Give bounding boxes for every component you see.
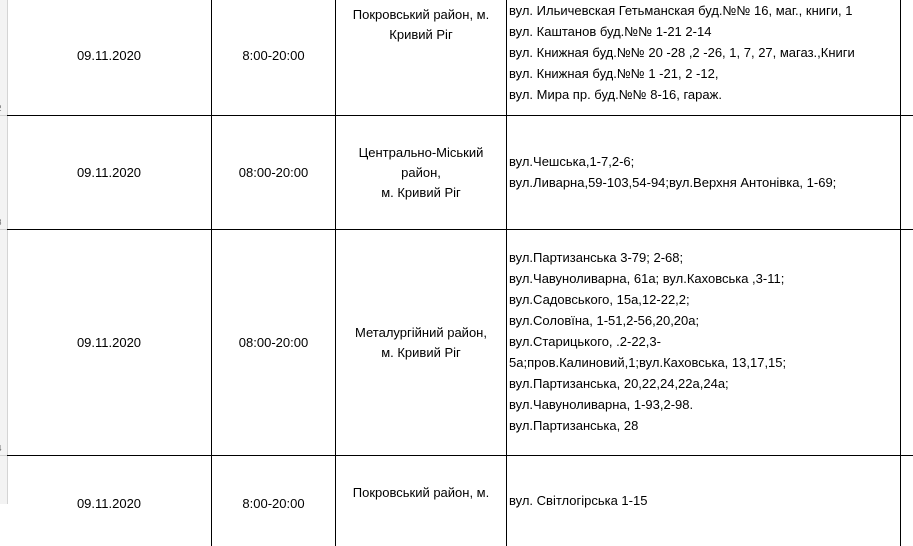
district-line: Кривий Ріг	[389, 27, 453, 42]
time-value: 08:00-20:00	[238, 165, 309, 180]
address-line: вул.Садовського, 15а,12-22,2;	[509, 292, 690, 307]
time-value: 8:00-20:00	[242, 47, 305, 63]
row-number-label[interactable]	[0, 104, 7, 114]
table-row	[7, 0, 913, 116]
address-line: вул.Старицького, .2-22,3-	[509, 334, 661, 349]
district-line: м. Кривий Ріг	[381, 184, 461, 200]
district-cell[interactable]	[336, 230, 507, 455]
time-value: 08:00-20:00	[238, 335, 309, 350]
table-row	[7, 116, 913, 230]
district-cell[interactable]	[336, 0, 507, 115]
district-line: Покровський район, м.	[352, 485, 490, 500]
date-cell[interactable]	[7, 230, 212, 455]
address-cell[interactable]	[507, 116, 901, 229]
address-line: вул.Чавуноливарна, 1-93,2-98.	[509, 397, 694, 412]
row-number-label[interactable]	[0, 444, 7, 454]
district-line: м. Кривий Ріг	[381, 344, 461, 360]
address-line: 5а;пров.Калиновий,1;вул.Каховська, 13,17,15;	[509, 355, 787, 370]
district-line: Покровський район, м.	[352, 7, 490, 22]
address-line: вул.Чавуноливарна, 61а; вул.Каховська ,3-11;	[509, 271, 785, 286]
date-cell[interactable]	[7, 116, 212, 229]
empty-cell[interactable]	[901, 230, 913, 455]
date-value: 09.11.2020	[76, 335, 142, 350]
schedule-table	[7, 0, 913, 511]
time-cell[interactable]	[212, 0, 336, 115]
district-cell[interactable]	[336, 456, 507, 546]
time-cell[interactable]	[212, 456, 336, 546]
row-divider	[0, 115, 7, 116]
empty-cell[interactable]	[901, 456, 913, 546]
address-line: вул.Ливарна,59-103,54-94;вул.Верхня Антонівка, 1-69;	[509, 175, 837, 190]
row-divider	[0, 455, 7, 456]
district-line: район,	[401, 164, 441, 180]
row-divider	[0, 229, 7, 230]
address-line: вул. Книжная буд.№№ 1 -21, 2 -12,	[509, 66, 719, 81]
address-cell[interactable]	[507, 0, 901, 115]
empty-cell[interactable]	[901, 0, 913, 115]
date-value: 09.11.2020	[76, 165, 142, 180]
date-value: 09.11.2020	[76, 496, 142, 511]
address-line: вул.Соловїна, 1-51,2-56,20,20а;	[509, 313, 700, 328]
time-cell[interactable]	[212, 116, 336, 229]
empty-cell[interactable]	[901, 116, 913, 229]
district-line: Металургійний район,	[355, 324, 487, 340]
address-line: вул.Партизанська, 28	[509, 418, 639, 433]
date-value: 09.11.2020	[76, 47, 142, 63]
address-line: вул.Чешська,1-7,2-6;	[509, 154, 635, 169]
time-cell[interactable]	[212, 230, 336, 455]
table-row	[7, 230, 913, 456]
address-line: вул. Світлогірська 1-15	[509, 493, 648, 508]
address-line: вул. Каштанов буд.№№ 1-21 2-14	[509, 24, 712, 39]
address-line: вул.Партизанська 3-79; 2-68;	[509, 250, 684, 265]
address-cell[interactable]	[507, 456, 901, 546]
address-cell[interactable]	[507, 230, 901, 455]
address-line: вул. Ильичевская Гетьманская буд.№№ 16, маг., книги, 1	[509, 3, 853, 18]
district-cell[interactable]	[336, 116, 507, 229]
date-cell[interactable]	[7, 456, 212, 546]
address-line: вул. Книжная буд.№№ 20 -28 ,2 -26, 1, 7, 27, магаз.,Книги	[509, 45, 855, 60]
date-cell[interactable]	[7, 0, 212, 115]
address-line: вул. Мира пр. буд.№№ 8-16, гараж.	[509, 87, 722, 102]
table-row	[7, 456, 913, 546]
district-line: Центрально-Міський	[358, 144, 484, 160]
address-line: вул.Партизанська, 20,22,24,22а,24а;	[509, 376, 729, 391]
time-value: 8:00-20:00	[242, 496, 305, 511]
row-number-label[interactable]	[0, 218, 7, 228]
